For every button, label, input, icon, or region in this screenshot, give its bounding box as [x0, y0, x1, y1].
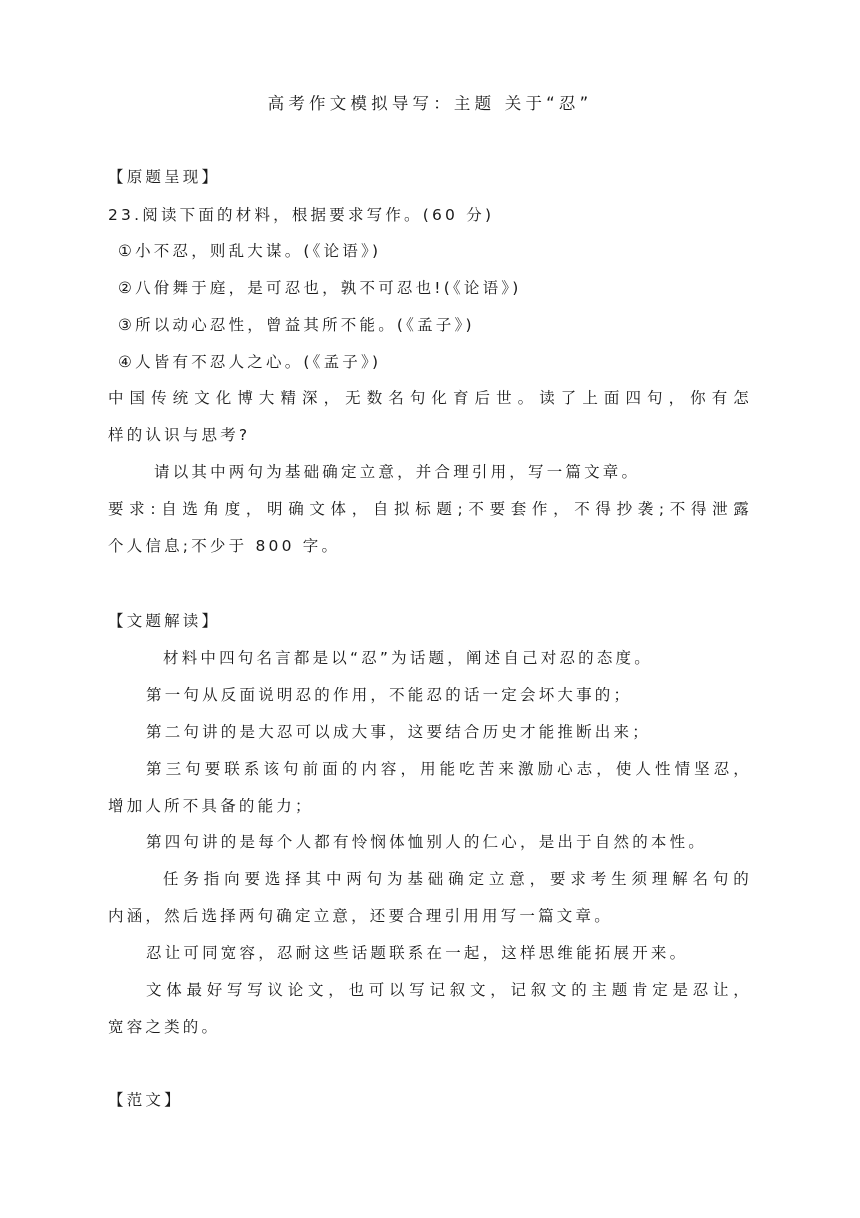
section-heading-sample-essay: 【范文】 [108, 1091, 183, 1109]
paragraph-line: 第二句讲的是大忍可以成大事，这要结合历史才能推断出来； [146, 723, 651, 741]
quote-1: ①小不忍，则乱大谋。(《论语》) [118, 242, 382, 260]
quote-3: ③所以动心忍性，曾益其所不能。(《孟子》) [118, 316, 475, 334]
paragraph-line: 第四句讲的是每个人都有怜悯体恤别人的仁心，是出于自然的本性。 [146, 833, 708, 851]
paragraph-line: 第一句从反面说明忍的作用，不能忍的话一定会坏大事的； [146, 686, 633, 704]
section-heading-original-question: 【原题呈现】 [108, 168, 221, 186]
paragraph-line: 个人信息;不少于 800 字。 [108, 537, 341, 555]
paragraph-line: 忍让可同宽容，忍耐这些话题联系在一起，这样思维能拓展开来。 [146, 944, 689, 962]
paragraph-line: 样的认识与思考? [108, 426, 251, 444]
paragraph-line: 材料中四句名言都是以“忍”为话题，阐述自己对忍的态度。 [163, 649, 653, 667]
quote-2: ②八佾舞于庭，是可忍也，孰不可忍也!(《论语》) [118, 279, 522, 297]
paragraph-line: 任务指向要选择其中两句为基础确定立意，要求考生须理解名句的 [163, 870, 752, 888]
paragraph-line: 宽容之类的。 [108, 1018, 221, 1036]
paragraph-line: 第三句要联系该句前面的内容，用能吃苦来激励心志，使人性情坚忍， [146, 760, 752, 778]
section-heading-interpretation: 【文题解读】 [108, 612, 221, 630]
paragraph-line: 中国传统文化博大精深，无数名句化育后世。读了上面四句，你有怎 [108, 389, 752, 407]
paragraph-line: 要求:自选角度，明确文体，自拟标题;不要套作，不得抄袭;不得泄露 [108, 500, 752, 518]
page-title: 高考作文模拟导写：主题 关于“忍” [267, 94, 593, 113]
quote-4: ④人皆有不忍人之心。(《孟子》) [118, 353, 382, 371]
paragraph-line: 内涵，然后选择两句确定立意，还要合理引用用写一篇文章。 [108, 907, 613, 925]
paragraph-line: 增加人所不具备的能力； [108, 797, 314, 815]
paragraph-line: 请以其中两句为基础确定立意，并合理引用，写一篇文章。 [154, 463, 641, 481]
question-prompt: 23.阅读下面的材料，根据要求写作。(60 分) [108, 206, 495, 224]
paragraph-line: 文体最好写写议论文，也可以写记叙文，记叙文的主题肯定是忍让， [146, 981, 752, 999]
